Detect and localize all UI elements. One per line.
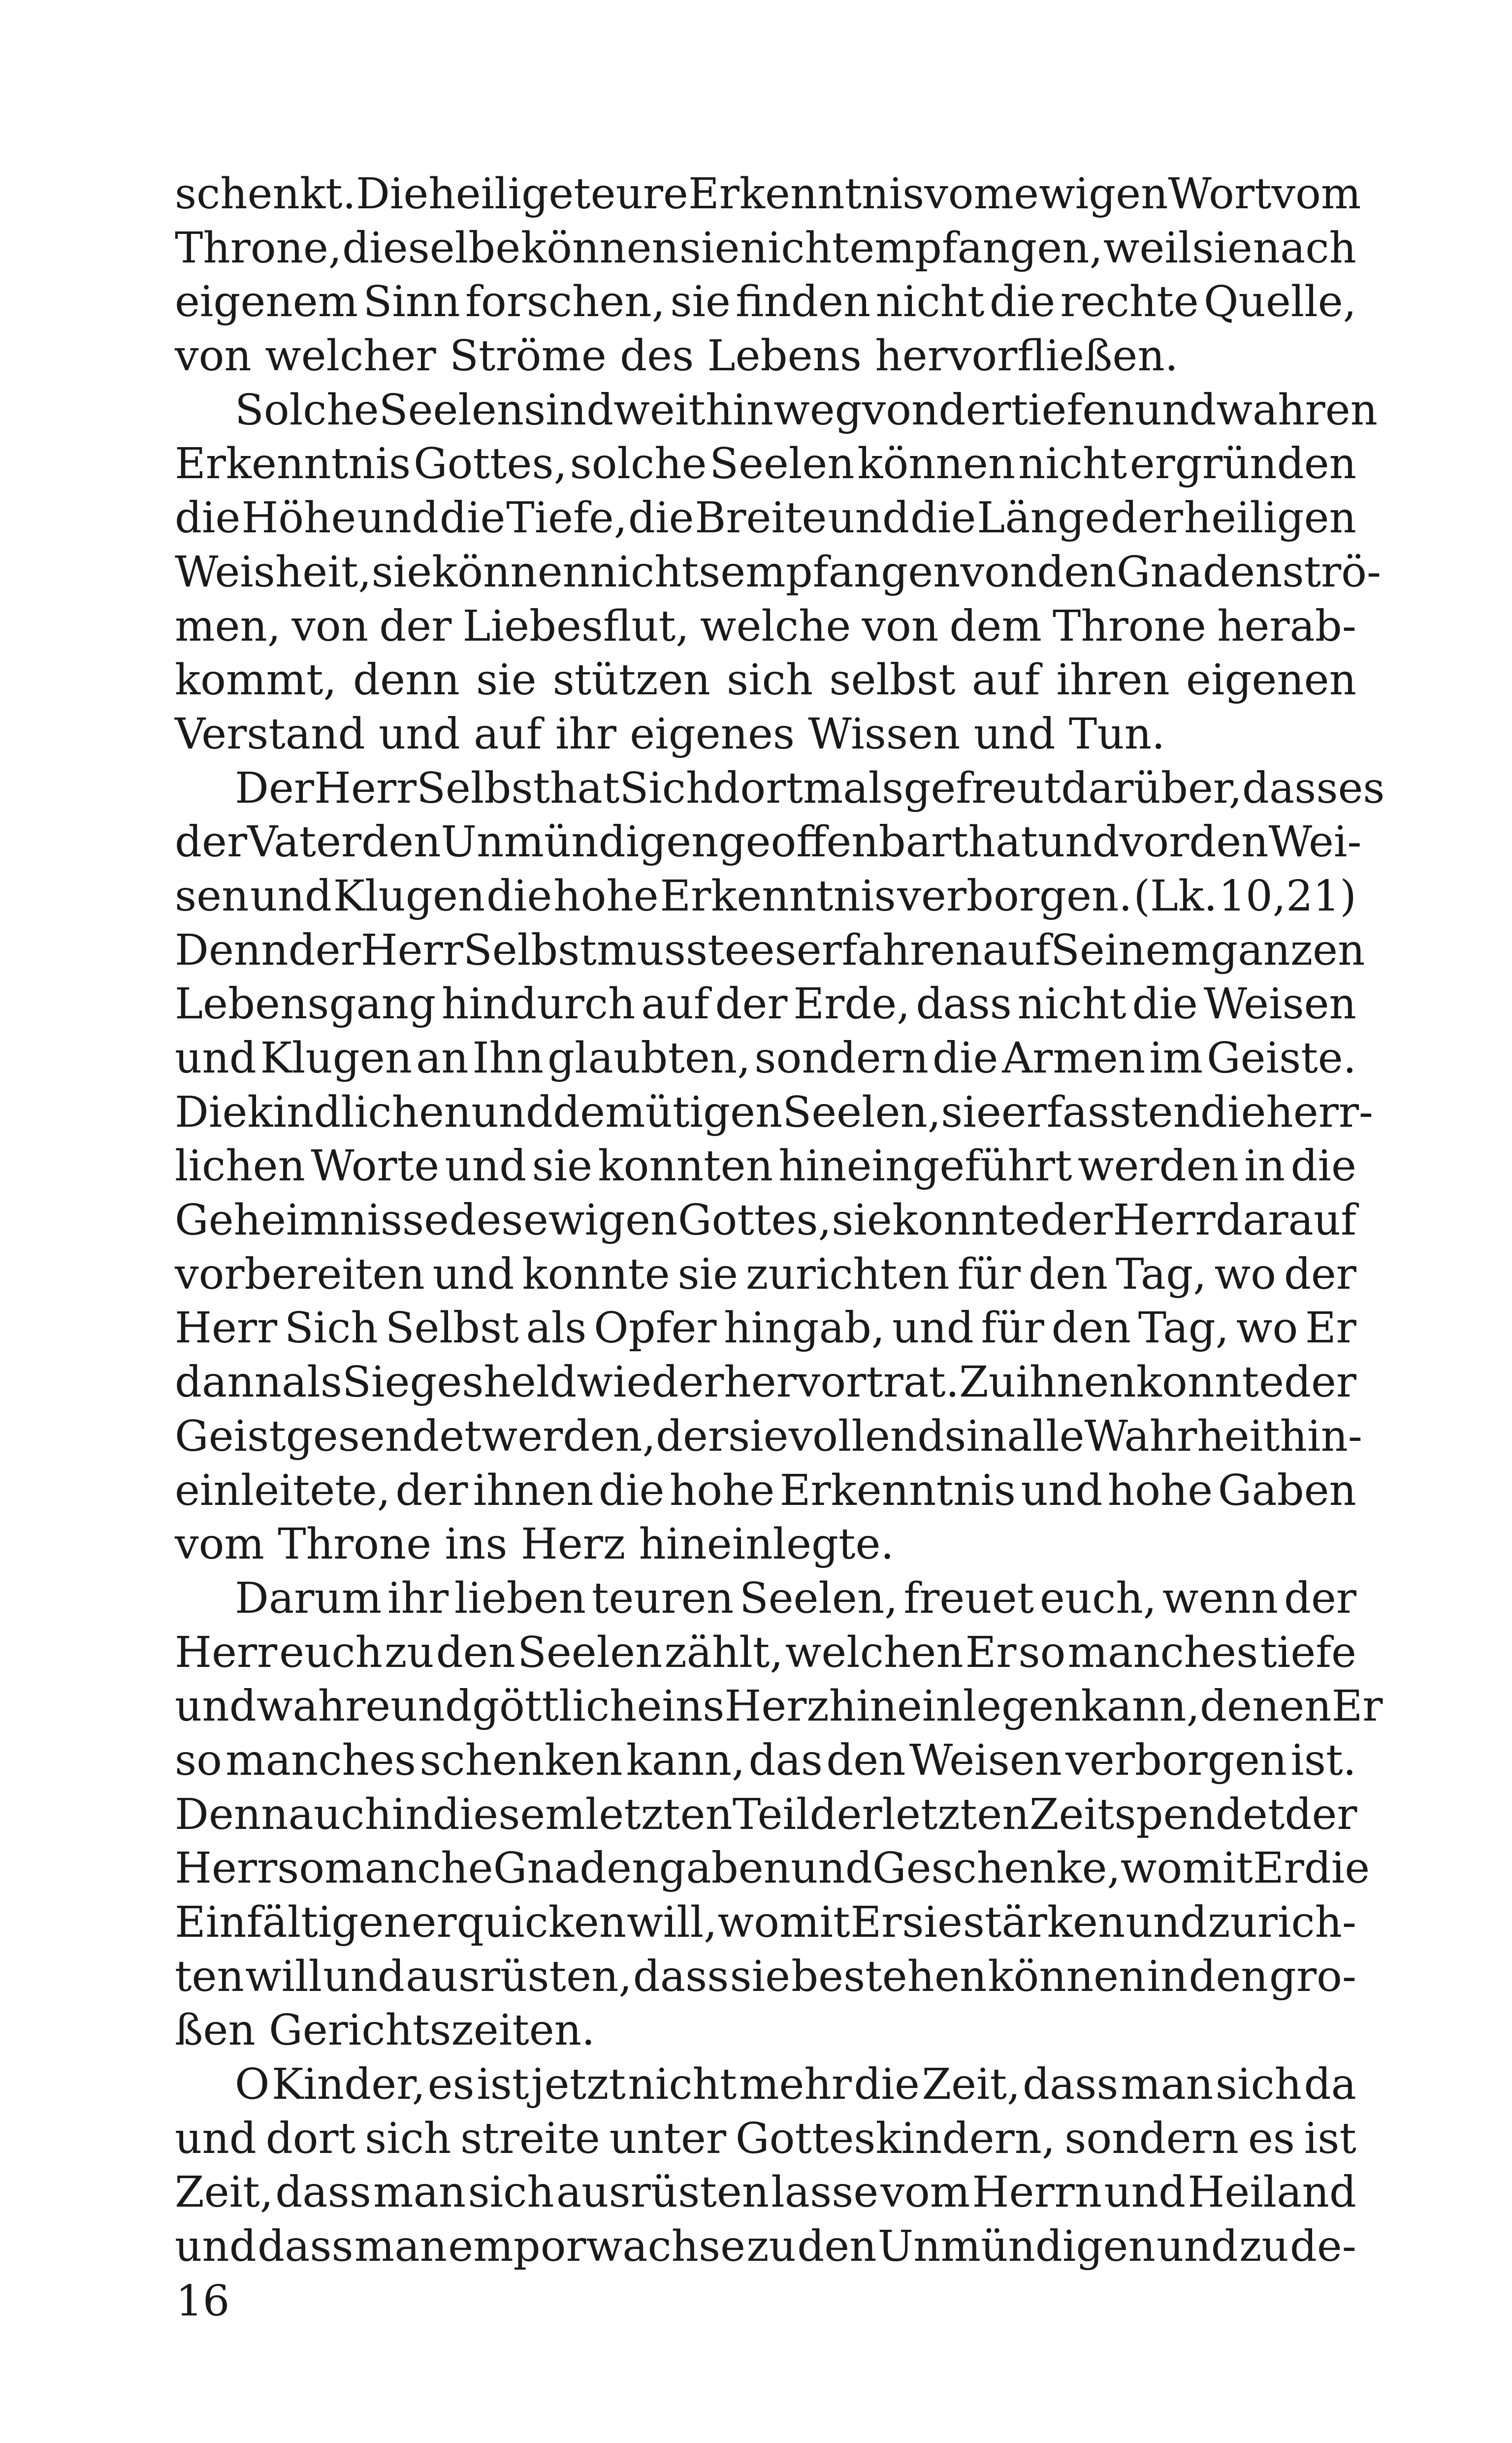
body-text — [175, 167, 1385, 2274]
text-line: und dort sich streite unter Gotteskindern, sondern es ist — [175, 2114, 1356, 2163]
text-line: und dass man emporwachse zu den Unmündigen und zu de- — [175, 2222, 1356, 2272]
text-line: Geheimnisse des ewigen Gottes, sie konnte der Herr darauf — [175, 1196, 1356, 1245]
text-line: so manches schenken kann, das den Weisen verborgen ist. — [175, 1735, 1356, 1785]
text-line: Der Herr Selbst hat Sich dortmals gefreut darüber, dass es — [235, 763, 1385, 813]
text-line: Darum ihr lieben teuren Seelen, freuet euch, wenn der — [235, 1573, 1356, 1623]
text-line: dann als Siegesheld wieder hervortrat. Zu ihnen konnte der — [175, 1358, 1356, 1407]
text-line: O Kinder, es ist jetzt nicht mehr die Zeit, dass man sich da — [235, 2060, 1356, 2110]
text-line: Geist gesendet werden, der sie vollends in alle Wahrheit hin- — [175, 1411, 1362, 1461]
text-line: lichen Worte und sie konnten hineingeführt werden in die — [175, 1141, 1356, 1191]
text-line: Herr euch zu den Seelen zählt, welchen Er so manches tiefe — [175, 1628, 1356, 1677]
text-line: Denn auch in diesem letzten Teil der letzten Zeit spendet der — [175, 1790, 1357, 1839]
text-line: Throne, dieselbe können sie nicht empfangen, weil sie nach — [175, 223, 1356, 273]
text-line: Verstand und auf ihr eigenes Wissen und Tun. — [175, 709, 1165, 759]
text-line: sen und Klugen die hohe Erkenntnis verborgen. (Lk. 10,21) — [175, 871, 1356, 921]
text-line: vorbereiten und konnte sie zurichten für den Tag, wo der — [175, 1249, 1356, 1299]
text-line: Die kindlichen und demütigen Seelen, sie erfassten die herr- — [175, 1087, 1373, 1137]
text-line: Zeit, dass man sich ausrüsten lasse vom Herrn und Heiland — [175, 2168, 1356, 2217]
text-line: Einfältigen erquicken will, womit Er sie stärken und zurich- — [175, 1898, 1356, 1947]
text-line: von welcher Ströme des Lebens hervorfließen. — [175, 331, 1179, 381]
text-line: Weisheit, sie können nichts empfangen von den Gnadenströ- — [175, 547, 1382, 597]
text-line: ten will und ausrüsten, dass sie bestehen können in den gro- — [175, 1952, 1356, 2001]
text-line: ßen Gerichtszeiten. — [175, 2006, 595, 2055]
text-line: der Vater den Unmündigen geoffenbart hat und vor den Wei- — [175, 817, 1362, 867]
text-line: einleitete, der ihnen die hohe Erkenntnis und hohe Gaben — [175, 1466, 1356, 1515]
text-line: und Klugen an Ihn glaubten, sondern die Armen im Geiste. — [175, 1034, 1356, 1083]
text-line: Erkenntnis Gottes, solche Seelen können nicht ergründen — [175, 439, 1356, 489]
text-line: Herr so manche Gnadengaben und Geschenke, womit Er die — [175, 1844, 1370, 1893]
text-line: Lebensgang hindurch auf der Erde, dass nicht die Weisen — [175, 979, 1356, 1029]
text-line: die Höhe und die Tiefe, die Breite und die Länge der heiligen — [175, 493, 1356, 543]
text-line: Solche Seelen sind weit hinweg von der tiefen und wahren — [235, 385, 1378, 435]
text-line: vom Throne ins Herz hineinlegte. — [175, 1520, 894, 1569]
text-line: men, von der Liebesflut, welche von dem Throne herab- — [175, 601, 1356, 651]
text-line: kommt, denn sie stützen sich selbst auf ihren eigenen — [175, 655, 1356, 705]
text-line: schenkt. Die heilige teure Erkenntnis vom ewigen Wort vom — [175, 169, 1361, 219]
page-number: 16 — [176, 2277, 230, 2326]
text-line: Denn der Herr Selbst musste es erfahren auf Seinem ganzen — [175, 925, 1365, 975]
text-line: und wahre und göttliche ins Herz hineinlegen kann, denen Er — [175, 1682, 1383, 1731]
text-line: eigenem Sinn forschen, sie finden nicht die rechte Quelle, — [175, 277, 1356, 327]
text-line: Herr Sich Selbst als Opfer hingab, und für den Tag, wo Er — [175, 1303, 1356, 1353]
